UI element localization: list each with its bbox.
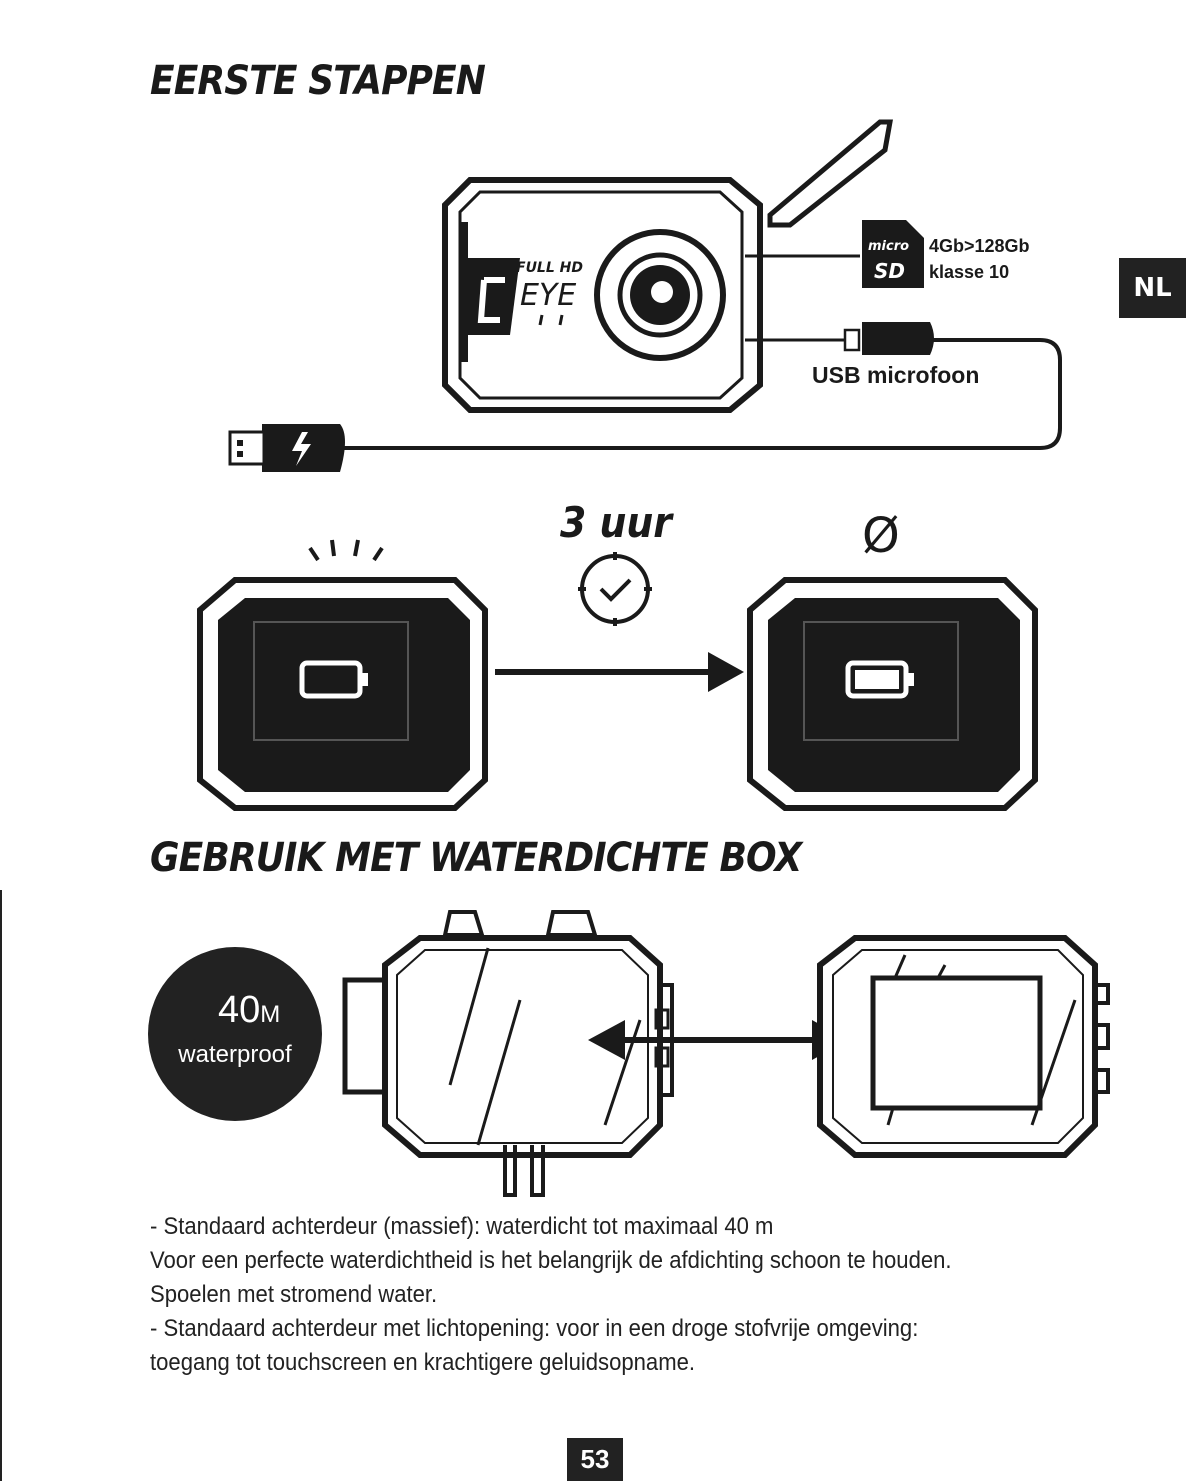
camera-front-illustration — [230, 122, 1060, 472]
logo-eye: EYE — [520, 278, 577, 313]
usb-mic-label: USB microfoon — [812, 362, 980, 388]
arrow-right-charging — [495, 652, 744, 692]
depth-value: 40 — [218, 989, 261, 1031]
language-tab: NL — [1119, 258, 1186, 318]
page-number: 53 — [567, 1438, 623, 1481]
paragraph: - Standaard achterdeur (massief): waterdicht tot maximaal 40 m — [150, 1213, 774, 1240]
instructions-text — [150, 1210, 1033, 1380]
paragraph: Voor een perfecte waterdichtheid is het belangrijk de afdichting schoon te houden. — [150, 1247, 952, 1274]
sd-micro-text: micro — [868, 239, 910, 254]
section-title-waterproof-box: GEBRUIK MET WATERDICHTE BOX — [150, 835, 802, 881]
sd-text: SD — [874, 259, 906, 283]
paragraph: toegang tot touchscreen en krachtigere geluidsopname. — [150, 1349, 696, 1376]
section-title-first-steps: EERSTE STAPPEN — [150, 58, 485, 104]
waterproof-badge — [148, 947, 322, 1121]
clock-check-icon — [578, 552, 652, 626]
waterproof-label: waterproof — [178, 1041, 292, 1068]
sd-capacity: 4Gb>128Gb — [929, 236, 1030, 256]
paragraph: Spoelen met stromend water. — [150, 1281, 438, 1308]
camera-back-charging — [200, 540, 485, 808]
charge-time-label: 3 uur — [560, 498, 672, 547]
empty-symbol: Ø — [862, 508, 900, 564]
camera-back-charged — [750, 580, 1035, 808]
paragraph: - Standaard achterdeur met lichtopening: voor in een droge stofvrije omgeving: — [150, 1315, 919, 1342]
case-back-door-illustration — [820, 938, 1108, 1155]
depth-rating — [218, 989, 280, 1032]
logo-full-hd: FULL HD — [516, 260, 583, 276]
depth-unit: M — [260, 1001, 281, 1028]
sd-class: klasse 10 — [929, 262, 1010, 282]
